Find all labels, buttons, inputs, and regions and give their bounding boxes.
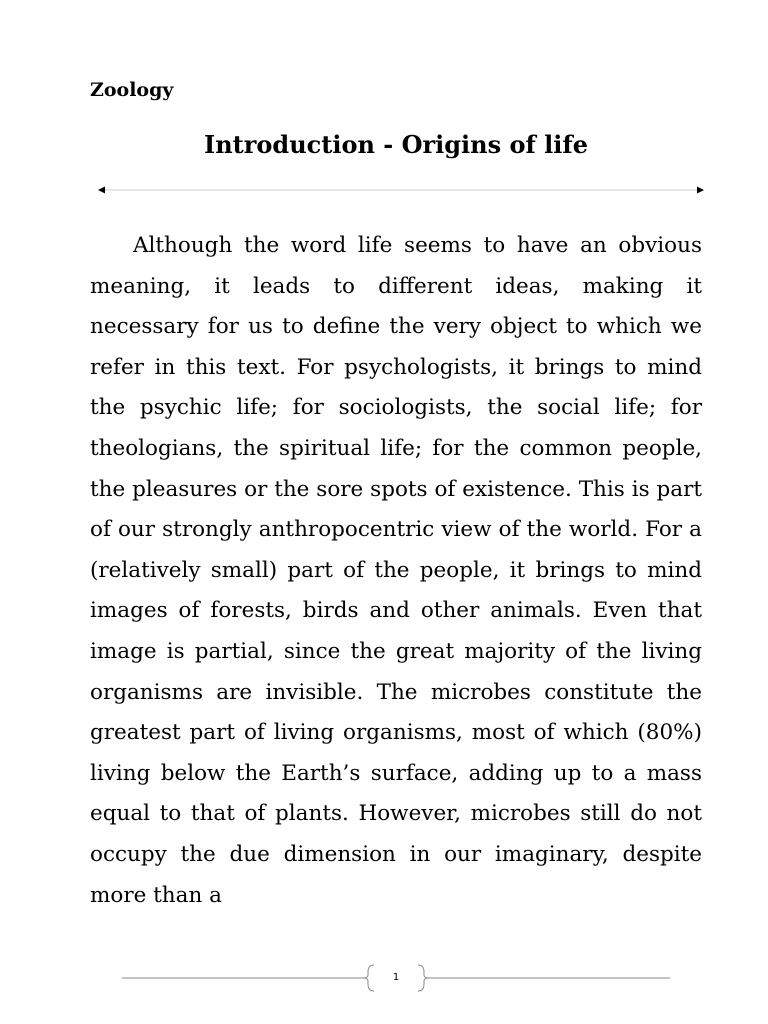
right-arrow-icon [697, 187, 704, 194]
chapter-title: Introduction - Origins of life [204, 130, 588, 159]
left-arrow-icon [98, 187, 105, 194]
section-label: Zoology [90, 79, 174, 101]
title-divider [98, 184, 704, 196]
page-number: 1 [392, 972, 400, 983]
body-paragraph: Although the word life seems to have an obvious meaning, it leads to different ideas, making it necessary for us to define the very object to which we refer in this text. For psychologists, it brings to mind the psychic life; for sociologists, the social life; for theologians, the spiritual life; for the common people, the pleasures or the sore spots of existence. This is part of our strongly anthropocentric view of the world. For a (relatively small) part of the people, it brings to mind images of forests, birds and other animals. Even that image is partial, since the great majority of the living organisms are invisible. The microbes constitute the greatest part of living organisms, most of which (80%) living below the Earth’s surface, adding up to a mass equal to that of plants. However, microbes still do not occupy the due dimension in our imaginary, despite more than a [90, 233, 702, 908]
